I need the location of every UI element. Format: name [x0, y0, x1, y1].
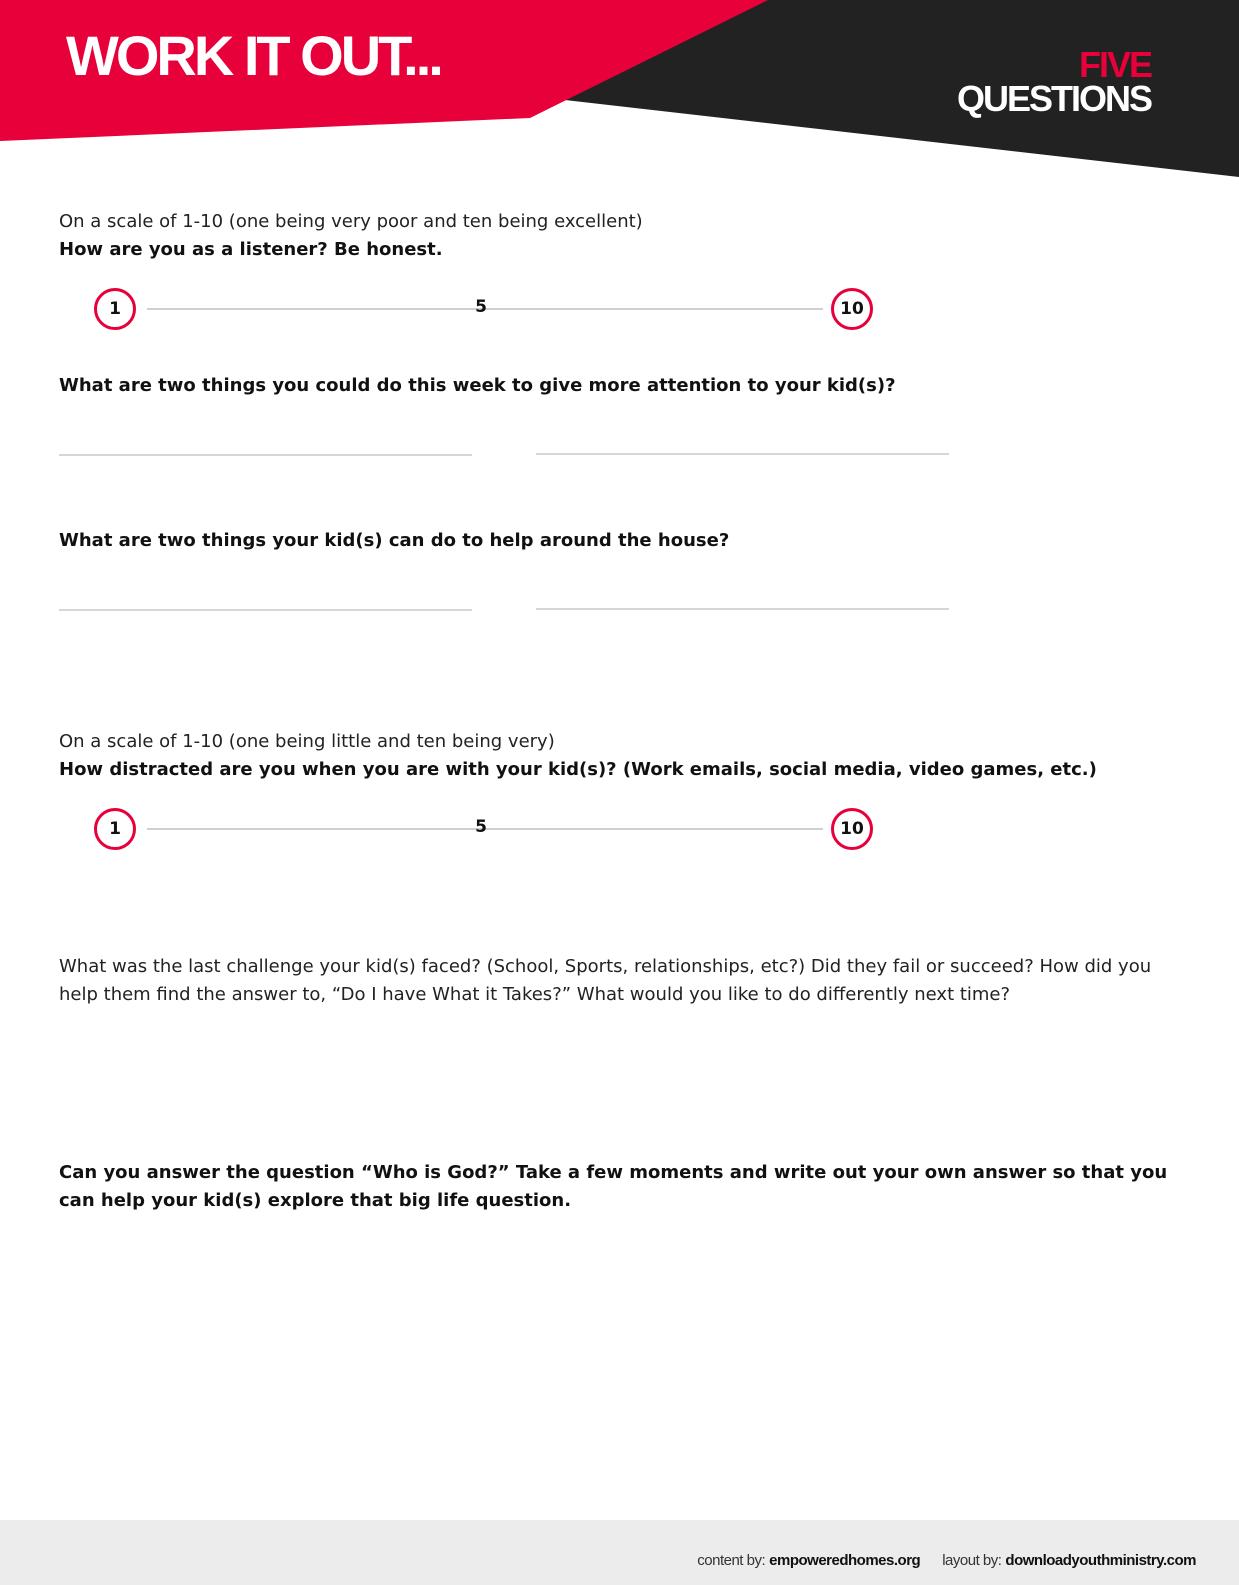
scale-line-right: [505, 308, 823, 310]
header-badge: [956, 44, 1151, 120]
question-4-text: How distracted are you when you are with your kid(s)? (Work emails, social media, video games, etc.): [59, 759, 1097, 780]
question-6-text: Can you answer the question “Who is God?” Take a few moments and write out your own answer so that you can help your kid(s) explore that big life question.: [59, 1162, 1168, 1211]
scale-mid-label[interactable]: 5: [475, 297, 487, 317]
page-title: WORK IT OUT...: [66, 24, 441, 87]
question-5: [59, 953, 1179, 1009]
rating-scale-1[interactable]: [59, 286, 959, 332]
scale-mid-label[interactable]: 5: [475, 817, 487, 837]
scale-line-right: [505, 828, 823, 830]
answer-line-2a[interactable]: [59, 454, 472, 456]
question-4-intro: On a scale of 1-10 (one being little and ten being very): [59, 731, 555, 752]
footer-credits: [697, 1552, 1196, 1569]
layout-credit-label: layout by:: [942, 1552, 1002, 1569]
scale-line-left: [147, 308, 522, 310]
badge-top-text: FIVE: [1078, 44, 1151, 85]
footer-bar: [0, 1520, 1239, 1585]
content-credit-link[interactable]: empoweredhomes.org: [769, 1552, 921, 1569]
question-1: [59, 208, 1179, 319]
answer-line-2b[interactable]: [536, 453, 949, 455]
question-5-text: What was the last challenge your kid(s) faced? (School, Sports, relationships, etc?) Did they fail or succeed? How did you help them find the answer to, “Do I have What it Takes?” What would you like to do differently next time?: [59, 956, 1152, 1005]
badge-bottom-text: QUESTIONS: [956, 78, 1151, 120]
question-2: [59, 372, 1179, 400]
question-2-text: What are two things you could do this week to give more attention to your kid(s)?: [59, 375, 896, 396]
scale-line-left: [147, 828, 522, 830]
scale-min-circle[interactable]: 1: [94, 808, 136, 850]
scale-min-circle[interactable]: 1: [94, 288, 136, 330]
answer-line-3b[interactable]: [536, 608, 949, 610]
question-3-text: What are two things your kid(s) can do to help around the house?: [59, 530, 730, 551]
content-credit-label: content by:: [697, 1552, 766, 1569]
answer-line-3a[interactable]: [59, 609, 472, 611]
question-4: [59, 728, 1179, 839]
layout-credit-link[interactable]: downloadyouthministry.com: [1005, 1552, 1196, 1569]
scale-max-circle[interactable]: 10: [831, 288, 873, 330]
scale-max-circle[interactable]: 10: [831, 808, 873, 850]
rating-scale-2[interactable]: [59, 806, 959, 852]
question-1-text: How are you as a listener? Be honest.: [59, 239, 443, 260]
question-6: [59, 1159, 1179, 1215]
question-1-intro: On a scale of 1-10 (one being very poor and ten being excellent): [59, 211, 643, 232]
question-3: [59, 527, 1179, 555]
